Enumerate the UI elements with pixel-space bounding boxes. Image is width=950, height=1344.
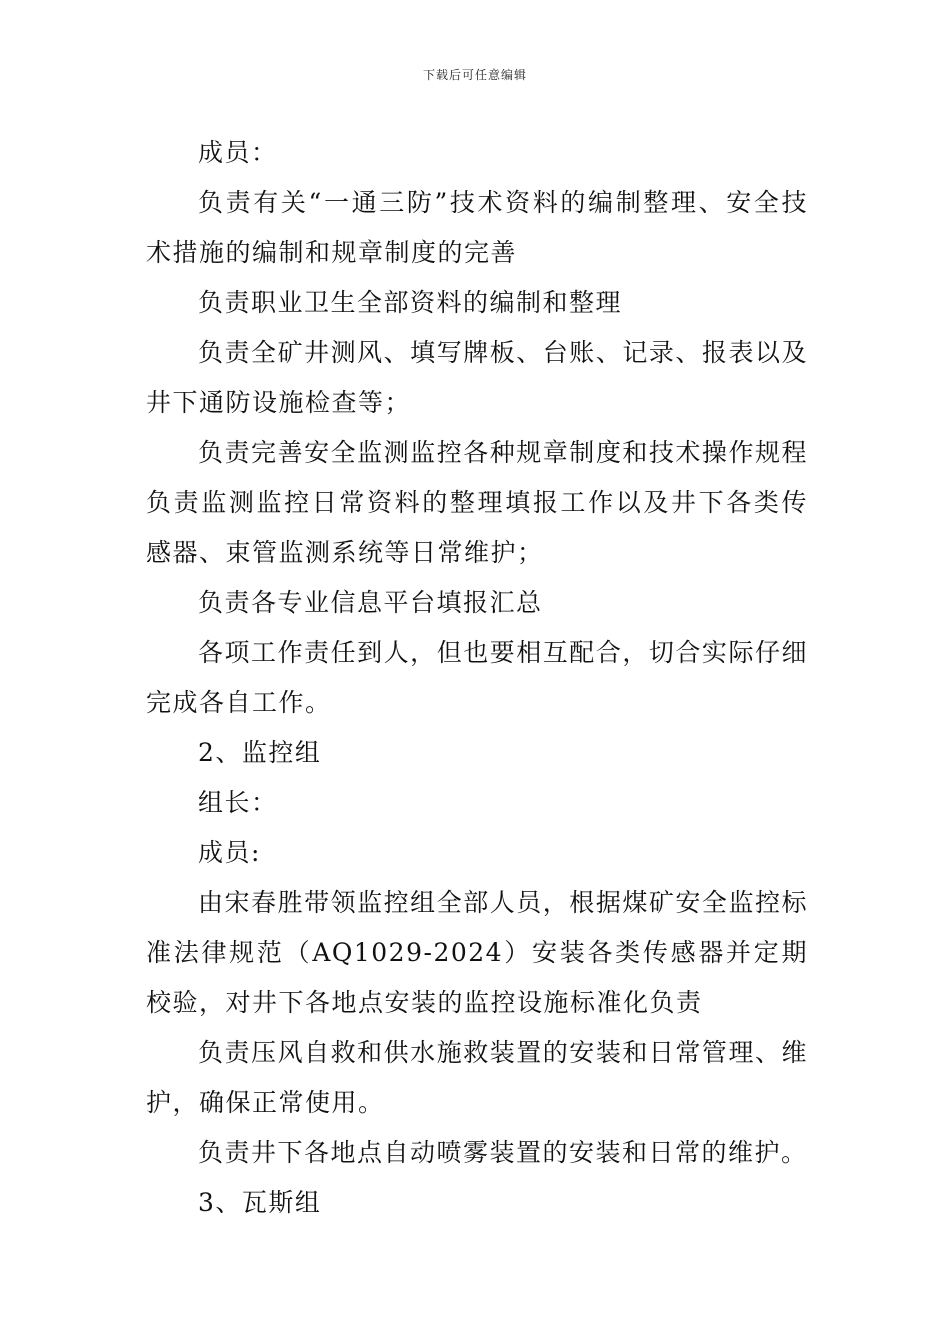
paragraph-cooperation-note: 各项工作责任到人，但也要相互配合，切合实际仔细完成各自工作。 (146, 638, 808, 717)
paragraph-compressed-air-duty: 负责压风自救和供水施救装置的安装和日常管理、维护，确保正常使用。 (146, 1038, 808, 1117)
paragraph-sensor-install-duty: 由宋春胜带领监控组全部人员，根据煤矿安全监控标准法律规范（AQ1029-2024）安装各类传感器并定期校验，对井下各地点安装的监控设施标准化负责 (146, 888, 808, 1017)
paragraph-monitoring-rules-duty: 负责完善安全监测监控各种规章制度和技术操作规程负责监测监控日常资料的整理填报工作以及井下各类传感器、束管监测系统等日常维护； (146, 438, 808, 567)
paragraph-ventilation-measure-duty: 负责全矿井测风、填写牌板、台账、记录、报表以及井下通防设施检查等； (146, 338, 808, 417)
paragraph-tech-docs-duty: 负责有关“一通三防”技术资料的编制整理、安全技术措施的编制和规章制度的完善 (146, 188, 808, 267)
section-heading-gas-group: 3、瓦斯组 (198, 1188, 322, 1217)
paragraph-spray-device-duty: 负责井下各地点自动喷雾装置的安装和日常的维护。 (198, 1138, 808, 1167)
document-body (146, 128, 808, 1228)
page-header-note: 下载后可任意编辑 (422, 68, 527, 82)
paragraph-occupational-health-duty: 负责职业卫生全部资料的编制和整理 (198, 288, 623, 317)
paragraph-members-label: 成员： (198, 138, 278, 167)
paragraph-group-leader-label: 组长： (198, 788, 278, 817)
paragraph-members-label-2: 成员: (198, 838, 261, 867)
section-heading-monitoring-group: 2、监控组 (198, 738, 322, 767)
paragraph-info-platform-duty: 负责各专业信息平台填报汇总 (198, 588, 543, 617)
